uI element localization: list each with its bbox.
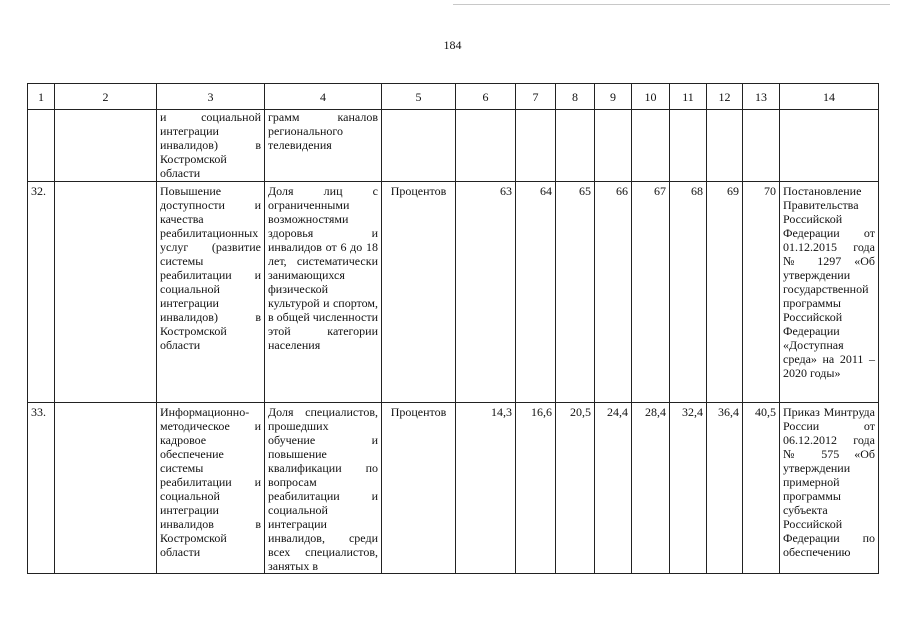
table-row <box>28 403 879 574</box>
measure-name: Информационно-методическое и кадровое обеспечение системы реабилитации и социальной интеграции инвалидов в Костромской области <box>157 403 265 574</box>
header-cell: 7 <box>516 84 556 110</box>
header-cell: 8 <box>556 84 595 110</box>
top-rule <box>453 4 890 5</box>
value-cell: 66 <box>595 182 632 403</box>
indicator-name: грамм каналов регионального телевидения <box>265 110 382 182</box>
page-number: 184 <box>443 38 462 52</box>
value-cell <box>743 110 780 182</box>
value-cell: 67 <box>632 182 670 403</box>
value-cell <box>556 110 595 182</box>
header-row <box>28 84 879 110</box>
value-cell <box>516 110 556 182</box>
unit-cell: Процентов <box>382 182 456 403</box>
header-cell: 13 <box>743 84 780 110</box>
value-cell: 14,3 <box>456 403 516 574</box>
value-cell: 32,4 <box>670 403 707 574</box>
value-cell: 63 <box>456 182 516 403</box>
column-2-cell <box>55 182 157 403</box>
header-cell: 1 <box>28 84 55 110</box>
row-number <box>28 110 55 182</box>
column-2-cell <box>55 110 157 182</box>
value-cell: 70 <box>743 182 780 403</box>
legal-basis: Приказ Минтруда России от 06.12.2012 года № 575 «Об утверждении примерной программы субъекта Российской Федерации по обеспечению <box>780 403 879 574</box>
value-cell: 16,6 <box>516 403 556 574</box>
unit-cell <box>382 110 456 182</box>
column-2-cell <box>55 403 157 574</box>
value-cell: 69 <box>707 182 743 403</box>
header-cell: 14 <box>780 84 879 110</box>
header-cell: 9 <box>595 84 632 110</box>
value-cell: 68 <box>670 182 707 403</box>
value-cell <box>670 110 707 182</box>
header-cell: 3 <box>157 84 265 110</box>
table-row <box>28 110 879 182</box>
value-cell: 20,5 <box>556 403 595 574</box>
table-row <box>28 182 879 403</box>
header-cell: 10 <box>632 84 670 110</box>
header-cell: 5 <box>382 84 456 110</box>
value-cell: 24,4 <box>595 403 632 574</box>
header-cell: 12 <box>707 84 743 110</box>
header-cell: 4 <box>265 84 382 110</box>
value-cell: 40,5 <box>743 403 780 574</box>
legal-basis <box>780 110 879 182</box>
value-cell <box>595 110 632 182</box>
value-cell: 28,4 <box>632 403 670 574</box>
value-cell: 36,4 <box>707 403 743 574</box>
value-cell: 64 <box>516 182 556 403</box>
value-cell <box>632 110 670 182</box>
row-number: 33. <box>28 403 55 574</box>
indicator-name: Доля лиц с ограниченными возможностями здоровья и инвалидов от 6 до 18 лет, систематически занимающихся физической культурой и спортом, в общей численности этой категории населения <box>265 182 382 403</box>
header-cell: 2 <box>55 84 157 110</box>
indicator-name: Доля специалистов, прошедших обучение и повышение квалификации по вопросам реабилитации и социальной интеграции инвалидов, среди всех специалистов, занятых в <box>265 403 382 574</box>
header-cell: 6 <box>456 84 516 110</box>
value-cell: 65 <box>556 182 595 403</box>
measure-name: Повышение доступности и качества реабилитационных услуг (развитие системы реабилитации и социальной интеграции инвалидов) в Костромской области <box>157 182 265 403</box>
value-cell <box>707 110 743 182</box>
header-cell: 11 <box>670 84 707 110</box>
unit-cell: Процентов <box>382 403 456 574</box>
legal-basis: Постановление Правительства Российской Федерации от 01.12.2015 года № 1297 «Об утверждении государственной программы Российской Федерации «Доступная среда» на 2011 – 2020 годы» <box>780 182 879 403</box>
value-cell <box>456 110 516 182</box>
indicators-table <box>27 83 879 574</box>
row-number: 32. <box>28 182 55 403</box>
measure-name: и социальной интеграции инвалидов) в Костромской области <box>157 110 265 182</box>
